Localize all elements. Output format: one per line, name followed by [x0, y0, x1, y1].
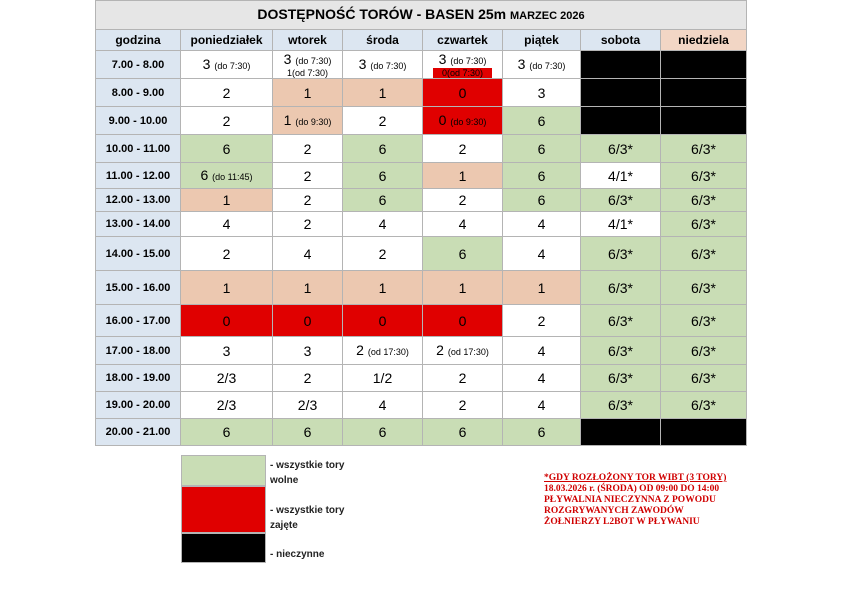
- lane-cell: [343, 212, 423, 237]
- lane-count: 6/3*: [608, 192, 633, 208]
- lane-count: 2: [356, 341, 364, 358]
- lane-cell: [343, 79, 423, 107]
- lane-count: 6/3*: [691, 312, 716, 329]
- lane-cell: [661, 212, 747, 237]
- lane-count: 1: [537, 279, 546, 296]
- hour-cell: 12.00 - 13.00: [96, 189, 181, 212]
- lane-cell: [503, 135, 581, 163]
- lane-count: 2: [222, 84, 231, 101]
- lane-count: 2: [436, 341, 444, 358]
- lane-cell: [343, 107, 423, 135]
- lane-count: 6/3*: [608, 397, 633, 413]
- lane-cell: [343, 163, 423, 189]
- lane-cell: [423, 237, 503, 271]
- lane-count: 6/3*: [608, 279, 633, 296]
- lane-count: 6: [537, 140, 546, 157]
- lane-cell: [503, 189, 581, 212]
- lane-cell: [343, 271, 423, 305]
- table-row: [96, 305, 747, 337]
- legend-swatch-green: [181, 455, 266, 486]
- lane-note: (do 11:45): [212, 171, 253, 182]
- lane-cell: [581, 51, 661, 79]
- lane-note: (od 17:30): [367, 346, 409, 357]
- header-friday: piątek: [503, 30, 581, 51]
- lane-cell: [273, 212, 343, 237]
- hour-cell: 13.00 - 14.00: [96, 212, 181, 237]
- lane-count: 2: [222, 112, 231, 129]
- lane-cell: [503, 271, 581, 305]
- lane-count: 1: [222, 192, 231, 208]
- lane-cell: [181, 135, 273, 163]
- header-thursday: czwartek: [423, 30, 503, 51]
- lane-cell: [423, 189, 503, 212]
- hour-cell: 14.00 - 15.00: [96, 237, 181, 271]
- lane-cell: [181, 237, 273, 271]
- lane-cell: [181, 337, 273, 365]
- lane-count: 1: [458, 279, 467, 296]
- lane-cell: [181, 305, 273, 337]
- lane-cell: [661, 79, 747, 107]
- lane-cell: [661, 305, 747, 337]
- lane-cell: [181, 51, 273, 79]
- lane-cell: [343, 419, 423, 446]
- lane-cell: [661, 107, 747, 135]
- table-row: [96, 163, 747, 189]
- lane-count: 6: [378, 424, 387, 440]
- lane-cell: [423, 271, 503, 305]
- lane-cell: [661, 135, 747, 163]
- table-row: [96, 365, 747, 392]
- lane-count: 2: [537, 312, 546, 329]
- lane-cell: [423, 365, 503, 392]
- lane-count: 4/1*: [608, 216, 633, 232]
- lane-count: 4: [303, 245, 312, 262]
- lane-cell: [343, 337, 423, 365]
- lane-count: 6/3*: [608, 312, 633, 329]
- lane-cell: [423, 163, 503, 189]
- lane-count: 6/3*: [691, 216, 716, 232]
- lane-count: 6: [537, 424, 546, 440]
- hour-cell: 20.00 - 21.00: [96, 419, 181, 446]
- lane-cell: [581, 107, 661, 135]
- lane-count: 3: [358, 55, 367, 72]
- lane-count: 6: [378, 140, 387, 157]
- header-hour: godzina: [96, 30, 181, 51]
- notice-text: [544, 473, 774, 528]
- lane-count: 3: [517, 55, 526, 72]
- lane-cell: [181, 419, 273, 446]
- hour-cell: 10.00 - 11.00: [96, 135, 181, 163]
- lane-count: 4: [222, 216, 231, 232]
- lane-count: 3: [283, 50, 292, 67]
- header-saturday: sobota: [581, 30, 661, 51]
- lane-cell: [581, 237, 661, 271]
- lane-count: 6/3*: [691, 167, 716, 184]
- lane-count: 6/3*: [691, 370, 716, 386]
- table-row: [96, 271, 747, 305]
- table-title: [96, 1, 747, 30]
- lane-cell: [581, 392, 661, 419]
- lane-cell: [273, 237, 343, 271]
- lane-count: 6/3*: [608, 370, 633, 386]
- table-row: [96, 212, 747, 237]
- lane-count: 2: [303, 216, 312, 232]
- notice-line: 18.03.2026 r. (ŚRODA) OD 09:00 DO 14:00: [544, 484, 720, 494]
- lane-count: 4/1*: [608, 167, 633, 184]
- lane-count: 3: [222, 342, 231, 359]
- lane-cell: [273, 419, 343, 446]
- lane-cell: [661, 163, 747, 189]
- lane-cell: [503, 79, 581, 107]
- lane-count: 4: [537, 397, 546, 413]
- lane-cell: [423, 392, 503, 419]
- lane-cell: [581, 305, 661, 337]
- lane-count: 0: [458, 84, 467, 101]
- table-row: [96, 51, 747, 79]
- lane-count: 2: [303, 140, 312, 157]
- hour-cell: 7.00 - 8.00: [96, 51, 181, 79]
- lane-note: (od 17:30): [447, 346, 489, 357]
- lane-cell: [273, 337, 343, 365]
- lane-cell: [661, 337, 747, 365]
- header-row: [96, 30, 747, 51]
- lane-cell: [343, 189, 423, 212]
- lane-cell: [581, 419, 661, 446]
- table-row: [96, 189, 747, 212]
- lane-count: 6/3*: [608, 342, 633, 359]
- lane-cell: [581, 212, 661, 237]
- lane-count: 6/3*: [608, 140, 633, 157]
- table-row: [96, 337, 747, 365]
- lane-cell: [273, 392, 343, 419]
- lane-cell: [503, 51, 581, 79]
- lane-count: 6: [303, 424, 312, 440]
- lane-count: 1: [283, 111, 292, 128]
- lane-cell: [273, 271, 343, 305]
- notice-line: ŻOŁNIERZY L2BOT W PŁYWANIU: [544, 517, 700, 527]
- lane-count: 6: [200, 166, 209, 183]
- lane-cell: [661, 237, 747, 271]
- legend-swatch-black: [181, 533, 266, 563]
- table-row: [96, 237, 747, 271]
- legend-label-green: - wszystkie tory wolne: [270, 460, 345, 486]
- lane-count: 6/3*: [691, 140, 716, 157]
- lane-count: 1: [378, 84, 387, 101]
- lane-cell: [273, 107, 343, 135]
- lane-count: 0: [303, 312, 312, 329]
- lane-note: (do 7:30): [529, 60, 566, 71]
- lane-cell: [503, 163, 581, 189]
- lane-count: 6/3*: [691, 397, 716, 413]
- lane-count: 2: [222, 245, 231, 262]
- lane-count: 6/3*: [691, 192, 716, 208]
- lane-count: 6: [222, 140, 231, 157]
- lane-count: 6/3*: [691, 279, 716, 296]
- lane-cell: [181, 365, 273, 392]
- lane-cell: [343, 305, 423, 337]
- lane-count: 3: [537, 84, 546, 101]
- notice-line: *GDY ROZŁOŻONY TOR WIBT (3 TORY): [544, 473, 727, 483]
- lane-count: 6/3*: [691, 245, 716, 262]
- lane-cell: [503, 392, 581, 419]
- lane-cell: [343, 135, 423, 163]
- lane-cell: [581, 189, 661, 212]
- lane-cell: [503, 305, 581, 337]
- lane-note-secondary: 0(od 7:30): [433, 68, 492, 78]
- lane-count: 4: [537, 216, 546, 232]
- header-tuesday: wtorek: [273, 30, 343, 51]
- lane-cell: [423, 419, 503, 446]
- lane-cell: [423, 212, 503, 237]
- lane-count: 1: [303, 84, 312, 101]
- lane-cell: [661, 365, 747, 392]
- lane-cell: [503, 365, 581, 392]
- legend-swatch-red: [181, 486, 266, 533]
- lane-count: 4: [537, 342, 546, 359]
- lane-count: 2: [378, 112, 387, 129]
- lane-cell: [273, 79, 343, 107]
- lane-cell: [181, 189, 273, 212]
- availability-table: [95, 0, 747, 446]
- lane-cell: [343, 51, 423, 79]
- lane-note-secondary: 1(od 7:30): [286, 67, 329, 78]
- lane-count: 3: [438, 50, 447, 67]
- lane-cell: [181, 392, 273, 419]
- lane-cell: [581, 337, 661, 365]
- lane-count: 6: [458, 245, 467, 262]
- table-row: [96, 135, 747, 163]
- lane-count: 6: [378, 192, 387, 208]
- hour-cell: 11.00 - 12.00: [96, 163, 181, 189]
- lane-cell: [423, 51, 503, 79]
- lane-note: (do 9:30): [450, 116, 487, 127]
- lane-note: (do 9:30): [295, 116, 332, 127]
- lane-cell: [503, 237, 581, 271]
- hour-cell: 17.00 - 18.00: [96, 337, 181, 365]
- lane-count: 4: [537, 370, 546, 386]
- lane-cell: [581, 135, 661, 163]
- lane-cell: [181, 271, 273, 305]
- lane-count: 2: [303, 192, 312, 208]
- lane-cell: [273, 365, 343, 392]
- lane-count: 2: [378, 245, 387, 262]
- lane-count: 2: [458, 397, 467, 413]
- table-row: [96, 419, 747, 446]
- lane-cell: [181, 212, 273, 237]
- lane-count: 2: [458, 192, 467, 208]
- header-wednesday: środa: [343, 30, 423, 51]
- lane-count: 2: [303, 370, 312, 386]
- lane-count: 6/3*: [608, 245, 633, 262]
- lane-cell: [181, 163, 273, 189]
- lane-cell: [581, 79, 661, 107]
- lane-count: 2: [303, 167, 312, 184]
- lane-cell: [273, 189, 343, 212]
- lane-count: 2: [458, 140, 467, 157]
- lane-count: 1: [303, 279, 312, 296]
- lane-cell: [581, 271, 661, 305]
- hour-cell: 19.00 - 20.00: [96, 392, 181, 419]
- lane-count: 4: [378, 216, 387, 232]
- lane-cell: [423, 337, 503, 365]
- lane-count: 0: [222, 312, 231, 329]
- lane-cell: [661, 419, 747, 446]
- lane-count: 4: [537, 245, 546, 262]
- lane-count: 1: [378, 279, 387, 296]
- header-monday: poniedziałek: [181, 30, 273, 51]
- hour-cell: 8.00 - 9.00: [96, 79, 181, 107]
- table-row: [96, 392, 747, 419]
- lane-count: 4: [378, 397, 387, 413]
- lane-note: (do 7:30): [214, 60, 251, 71]
- lane-count: 6: [378, 167, 387, 184]
- lane-count: 3: [202, 55, 211, 72]
- lane-count: 4: [458, 216, 467, 232]
- lane-cell: [343, 237, 423, 271]
- lane-count: 2/3: [216, 397, 237, 413]
- lane-cell: [423, 79, 503, 107]
- title-main: DOSTĘPNOŚĆ TORÓW - BASEN 25m: [257, 6, 507, 22]
- title-month: MARZEC 2026: [509, 10, 585, 22]
- hour-cell: 9.00 - 10.00: [96, 107, 181, 135]
- lane-note: (do 7:30): [450, 55, 487, 66]
- lane-count: 6: [537, 167, 546, 184]
- legend-label-black: - nieczynne: [270, 549, 325, 560]
- lane-cell: [181, 79, 273, 107]
- lane-count: 3: [303, 342, 312, 359]
- lane-cell: [181, 107, 273, 135]
- lane-cell: [273, 51, 343, 79]
- header-sunday: niedziela: [661, 30, 747, 51]
- lane-count: 6: [222, 424, 231, 440]
- hour-cell: 18.00 - 19.00: [96, 365, 181, 392]
- lane-count: 0: [378, 312, 387, 329]
- notice-line: PŁYWALNIA NIECZYNNA Z POWODU: [544, 495, 716, 505]
- hour-cell: 16.00 - 17.00: [96, 305, 181, 337]
- lane-note: (do 7:30): [295, 55, 332, 66]
- lane-count: 2/3: [216, 370, 237, 386]
- lane-count: 1: [222, 279, 231, 296]
- lane-cell: [661, 51, 747, 79]
- table-row: [96, 79, 747, 107]
- lane-cell: [581, 163, 661, 189]
- lane-count: 1: [458, 167, 467, 184]
- lane-count: 6: [458, 424, 467, 440]
- lane-cell: [273, 135, 343, 163]
- lane-cell: [661, 189, 747, 212]
- lane-count: 0: [458, 312, 467, 329]
- lane-cell: [503, 107, 581, 135]
- lane-count: 6/3*: [691, 342, 716, 359]
- lane-cell: [503, 419, 581, 446]
- lane-cell: [423, 305, 503, 337]
- hour-cell: 15.00 - 16.00: [96, 271, 181, 305]
- lane-cell: [661, 392, 747, 419]
- lane-count: 6: [537, 112, 546, 129]
- lane-cell: [423, 107, 503, 135]
- lane-count: 6: [537, 192, 546, 208]
- notice-line: ROZGRYWANYCH ZAWODÓW: [544, 506, 684, 516]
- lane-count: 2: [458, 370, 467, 386]
- lane-count: 0: [438, 111, 447, 128]
- table-row: [96, 107, 747, 135]
- lane-count: 2/3: [297, 397, 318, 413]
- lane-note: (do 7:30): [370, 60, 407, 71]
- lane-cell: [343, 365, 423, 392]
- lane-count: 1/2: [372, 370, 393, 386]
- lane-cell: [273, 305, 343, 337]
- lane-cell: [581, 365, 661, 392]
- legend-label-red: - wszystkie tory zajęte: [270, 505, 345, 531]
- lane-cell: [343, 392, 423, 419]
- lane-cell: [503, 212, 581, 237]
- lane-cell: [423, 135, 503, 163]
- lane-cell: [503, 337, 581, 365]
- lane-cell: [661, 271, 747, 305]
- lane-cell: [273, 163, 343, 189]
